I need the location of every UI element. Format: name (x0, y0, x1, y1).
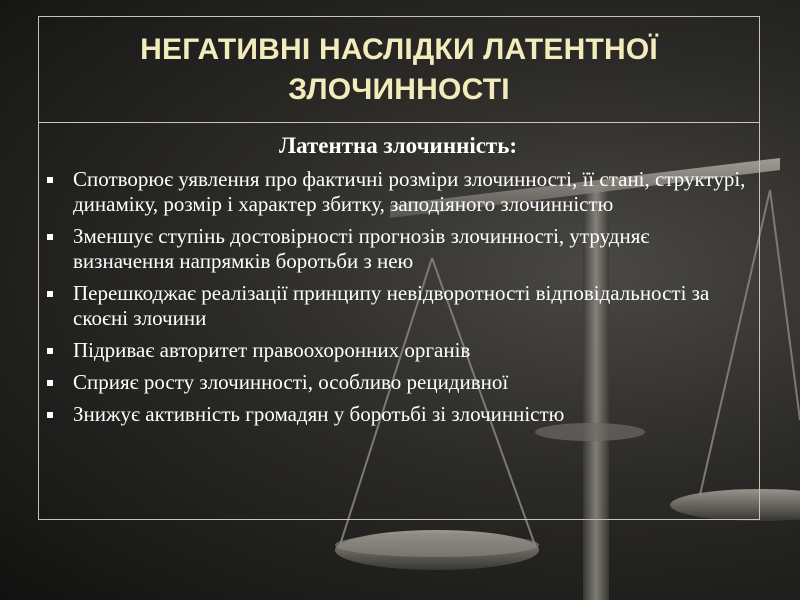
slide-table (38, 16, 760, 520)
section-heading: Латентна злочинність: (278, 133, 518, 158)
bullet-text: Зменшує ступінь достовірності прогнозів злочинності, утрудняє визначення напрямків боротьби з нею (73, 224, 650, 273)
bullet-item (45, 402, 751, 427)
bullet-text: Знижує активність громадян у боротьбі зі злочинністю (73, 402, 565, 426)
bullet-item (45, 224, 751, 274)
bullet-item (45, 167, 751, 217)
slide-title: НЕГАТИВНІ НАСЛІДКИ ЛАТЕНТНОЇ ЗЛОЧИННОСТІ (140, 32, 658, 106)
title-cell (39, 17, 759, 123)
bullet-text: Спотворює уявлення про фактичні розміри злочинності, її стані, структурі, динаміку, розмір і характер збитку, заподіяного злочинністю (73, 167, 746, 216)
square-bullet-icon (47, 234, 53, 240)
square-bullet-icon (47, 348, 53, 354)
bullet-text: Підриває авторитет правоохоронних органів (73, 338, 471, 362)
square-bullet-icon (47, 291, 53, 297)
bullet-text: Перешкоджає реалізації принципу невідворотності відповідальності за скоєні злочини (73, 281, 710, 330)
bullet-item (45, 281, 751, 331)
square-bullet-icon (47, 177, 53, 183)
content-cell (39, 123, 759, 427)
bullet-item (45, 370, 751, 395)
bullet-list (45, 167, 751, 427)
square-bullet-icon (47, 412, 53, 418)
bullet-text: Сприяє росту злочинності, особливо рецидивної (73, 370, 509, 394)
square-bullet-icon (47, 380, 53, 386)
bullet-item (45, 338, 751, 363)
